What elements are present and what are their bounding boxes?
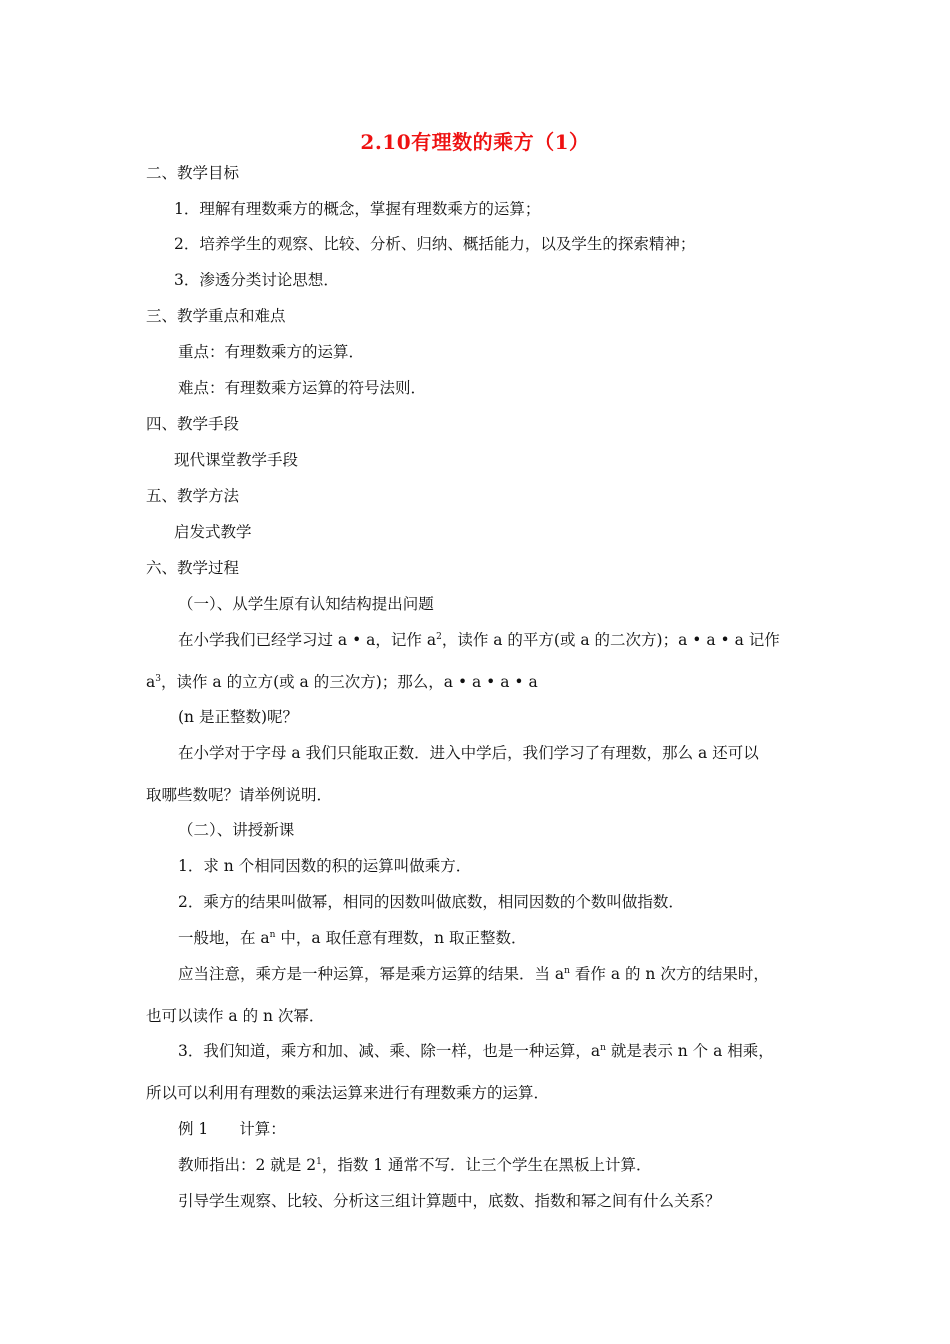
- teacher-note: [178, 1155, 652, 1175]
- paragraph-2-line-2: 取哪些数呢？请举例说明．: [146, 786, 333, 804]
- exponent: n: [269, 930, 276, 940]
- point-3-line-1: [178, 1041, 774, 1061]
- document-title: 2.10有理数的乘方（1）: [360, 130, 590, 154]
- subsection-heading-problem: （一）、从学生原有认知结构提出问题: [178, 595, 434, 613]
- note-line-1: [178, 964, 769, 984]
- note-line-2: 也可以读作 a 的 n 次幂．: [146, 1007, 325, 1025]
- section-heading-key-points: 三、教学重点和难点: [146, 307, 286, 325]
- exponent: 3: [155, 674, 161, 684]
- definition-1: 1．求 n 个相同因数的积的运算叫做乘方．: [178, 857, 472, 875]
- note-text: 看作 a 的 n 次方的结果时，: [569, 965, 769, 983]
- method-text: 启发式教学: [174, 523, 252, 541]
- guidance-question: 引导学生观察、比较、分析这三组计算题中，底数、指数和幂之间有什么关系？: [178, 1192, 721, 1210]
- section-heading-method: 五、教学方法: [146, 487, 240, 505]
- statement-text: 中，a 取任意有理数，n 取正整数．: [275, 929, 527, 947]
- exponent: 1: [316, 1157, 322, 1167]
- paragraph-1-text: ，读作 a 的立方(或 a 的三次方)；那么，a • a • a • a: [160, 673, 538, 691]
- paragraph-1-line-3: (n 是正整数)呢？: [178, 708, 299, 726]
- teacher-note-text: 教师指出：2 就是 2: [178, 1156, 317, 1174]
- section-heading-means: 四、教学手段: [146, 415, 240, 433]
- difficult-point-text: 难点：有理数乘方运算的符号法则．: [178, 379, 427, 397]
- general-statement: [178, 928, 526, 948]
- paragraph-2-line-1: 在小学对于字母 a 我们只能取正数．进入中学后，我们学习了有理数，那么 a 还可以: [178, 744, 759, 762]
- point-3-line-2: 所以可以利用有理数的乘法运算来进行有理数乘方的运算．: [146, 1084, 550, 1102]
- exponent: n: [600, 1043, 606, 1053]
- exponent: 2: [436, 632, 442, 642]
- point-3-text: 就是表示 n 个 a 相乘，: [605, 1042, 774, 1060]
- section-heading-process: 六、教学过程: [146, 559, 240, 577]
- key-point-text: 重点：有理数乘方的运算．: [178, 343, 365, 361]
- paragraph-1-line-1: [178, 630, 780, 650]
- exponent: n: [564, 966, 570, 976]
- means-text: 现代课堂教学手段: [174, 451, 299, 469]
- paragraph-1-line-2: [146, 672, 538, 692]
- example-1-label: 例 1 计算：: [178, 1120, 286, 1138]
- paragraph-1-text: a: [146, 673, 156, 691]
- subsection-heading-new-lesson: （二）、讲授新课: [178, 821, 295, 839]
- statement-text: 一般地，在 a: [178, 929, 270, 947]
- goal-item-2: 2．培养学生的观察、比较、分析、归纳、概括能力，以及学生的探索精神；: [174, 235, 696, 253]
- paragraph-1-text: 在小学我们已经学习过 a • a，记作 a: [178, 631, 437, 649]
- point-3-text: 3．我们知道，乘方和加、减、乘、除一样，也是一种运算，a: [178, 1042, 601, 1060]
- section-heading-goals: 二、教学目标: [146, 164, 240, 182]
- teacher-note-text: ，指数 1 通常不写．让三个学生在黑板上计算．: [321, 1156, 652, 1174]
- definition-2: 2．乘方的结果叫做幂，相同的因数叫做底数，相同因数的个数叫做指数．: [178, 893, 684, 911]
- goal-item-1: 1．理解有理数乘方的概念，掌握有理数乘方的运算；: [174, 200, 541, 218]
- paragraph-1-text: ，读作 a 的平方(或 a 的二次方)；a • a • a 记作: [441, 631, 780, 649]
- goal-item-3: 3．渗透分类讨论思想．: [174, 271, 339, 289]
- note-text: 应当注意，乘方是一种运算，幂是乘方运算的结果．当 a: [178, 965, 565, 983]
